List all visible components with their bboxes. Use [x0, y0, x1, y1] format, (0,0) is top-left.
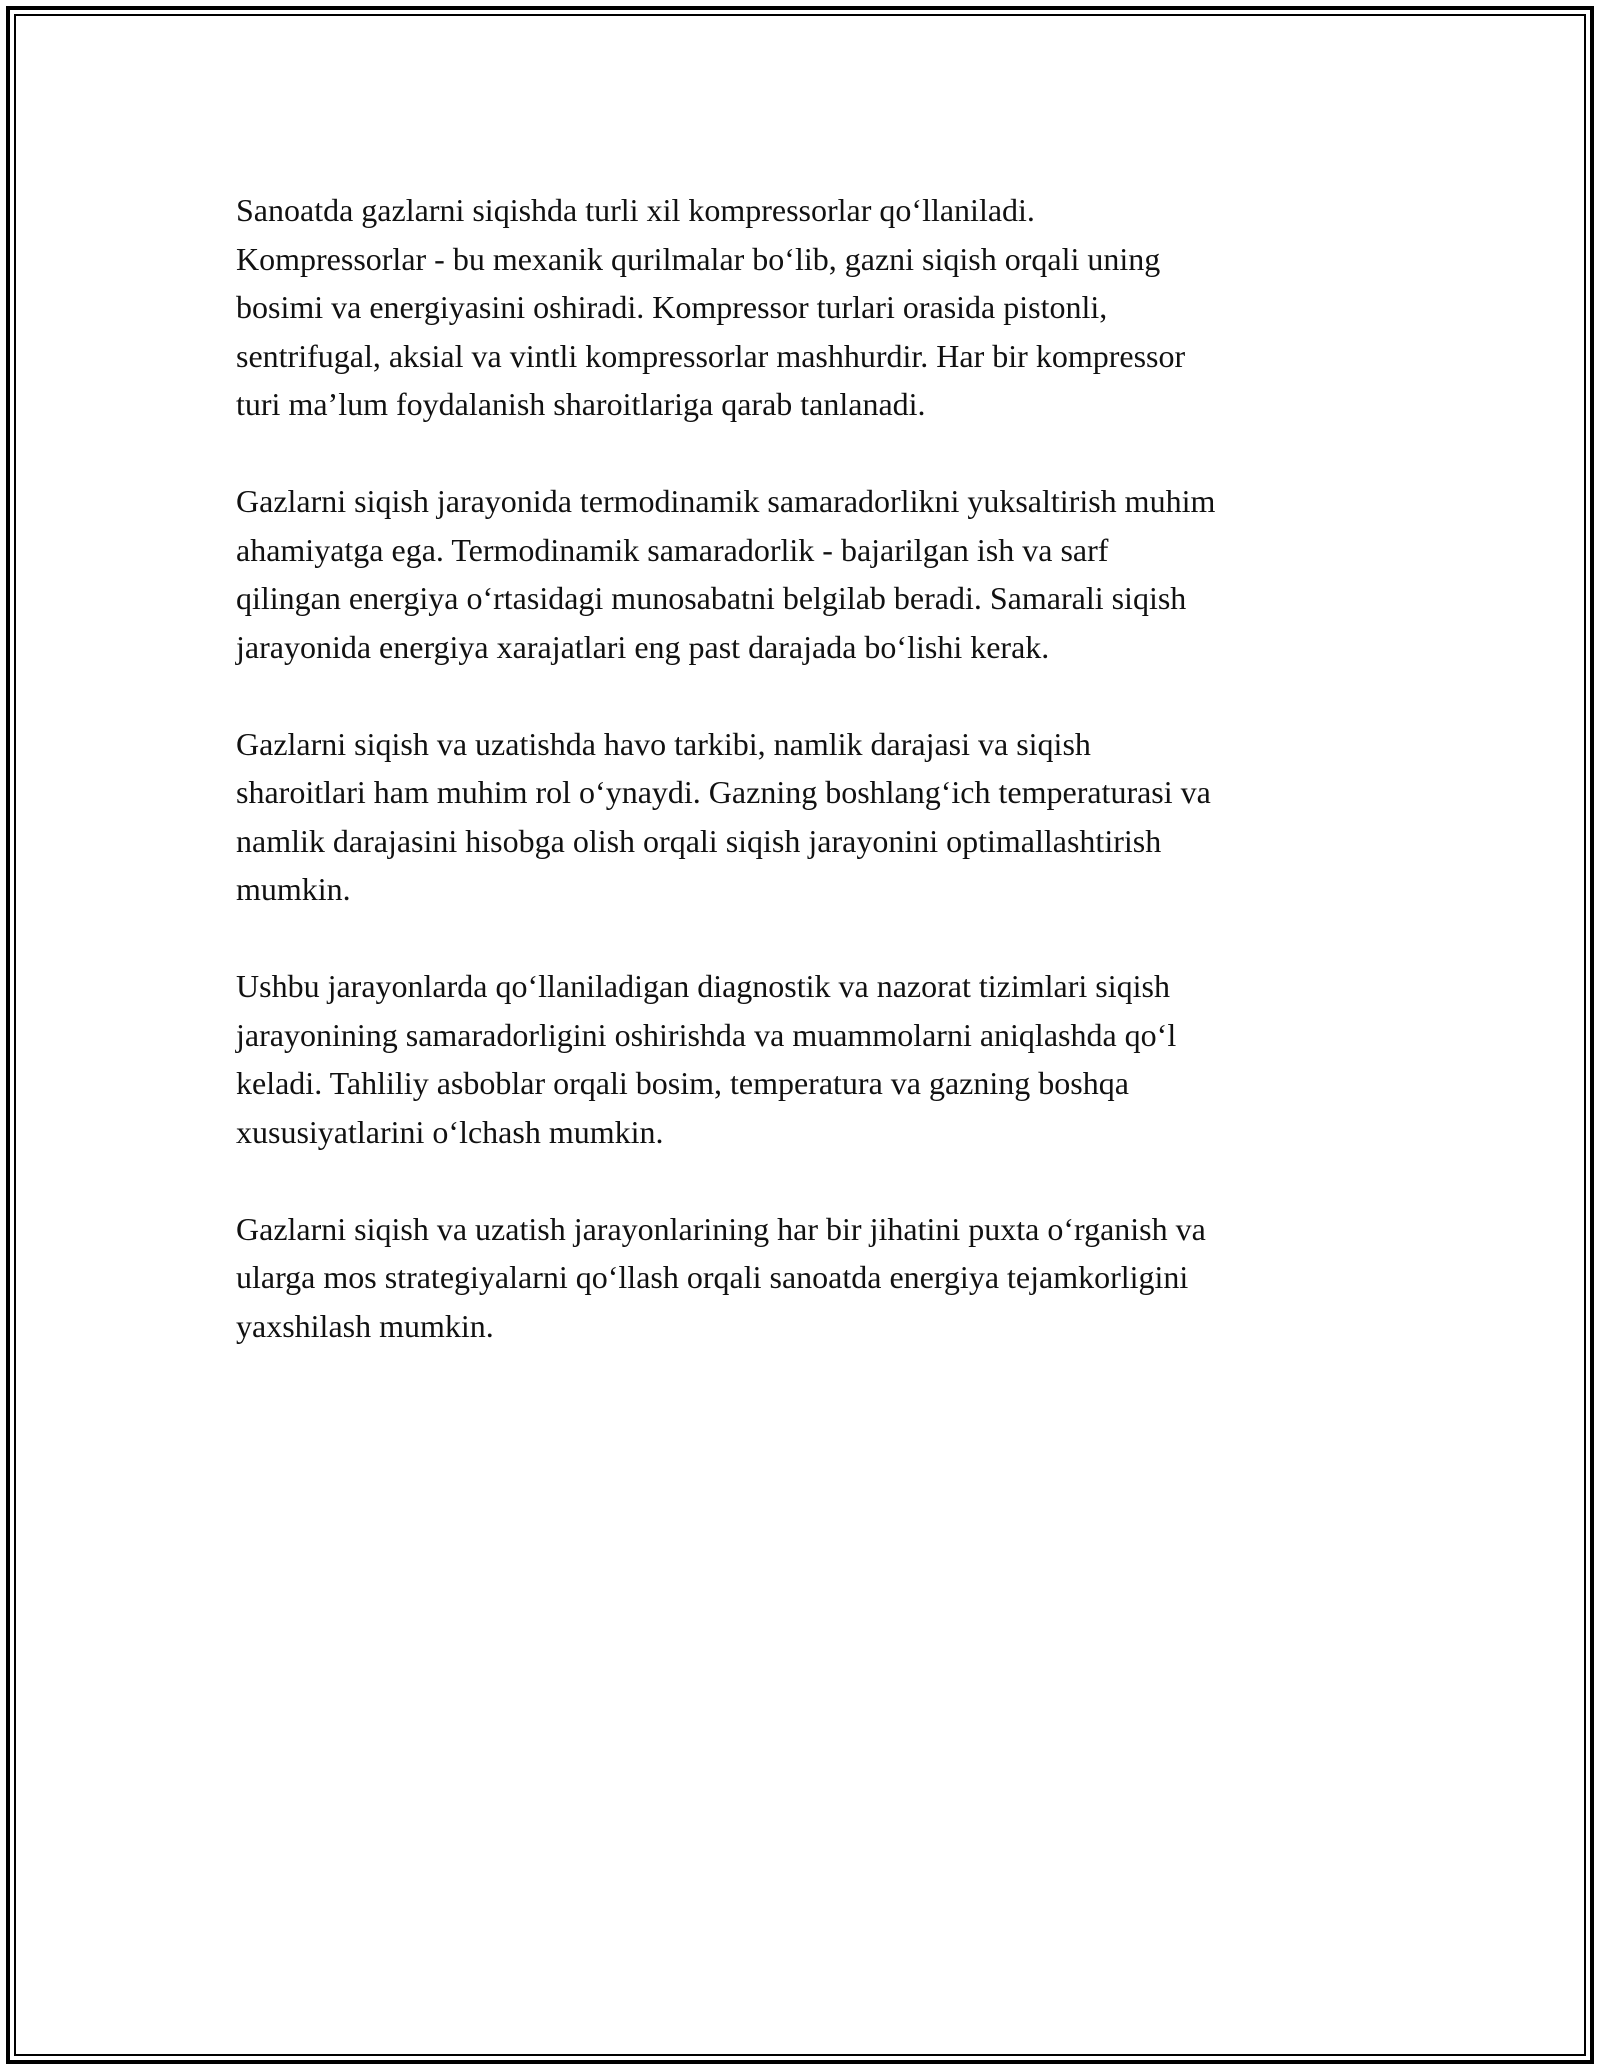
text-line: Kompressorlar - bu mexanik qurilmalar bo‘lib, gazni siqish orqali uning — [236, 240, 1161, 277]
text-line: Sanoatda gazlarni siqishda turli xil kompressorlar qo‘llaniladi. — [236, 192, 1035, 228]
text-line: mumkin. — [236, 871, 351, 907]
text-line: xususiyatlarini o‘lchash mumkin. — [236, 1113, 664, 1150]
text-line: Gazlarni siqish va uzatish jarayonlarining har bir jihatini puxta o‘rganish va — [236, 1210, 1206, 1247]
paragraph-2 — [236, 477, 1366, 671]
text-line: namlik darajasini hisobga olish orqali siqish jarayonini optimallashtirish — [236, 822, 1162, 859]
paragraph-3 — [236, 720, 1366, 914]
text-line: sentrifugal, aksial va vintli kompressorlar mashhurdir. Har bir kompressor — [236, 337, 1186, 374]
text-line: bosimi va energiyasini oshiradi. Kompressor turlari orasida pistonli, — [236, 289, 1108, 325]
text-line: ahamiyatga ega. Termodinamik samaradorlik - bajarilgan ish va sarf — [236, 531, 1109, 568]
text-line: Gazlarni siqish va uzatishda havo tarkibi, namlik darajasi va siqish — [236, 725, 1091, 762]
text-line: jarayonida energiya xarajatlari eng past darajada bo‘lishi kerak. — [236, 628, 1050, 665]
text-line: yaxshilash mumkin. — [236, 1307, 494, 1344]
text-line: turi ma’lum foydalanish sharoitlariga qarab tanlanadi. — [236, 386, 926, 422]
text-line: Gazlarni siqish jarayonida termodinamik samaradorlikni yuksaltirish muhim — [236, 483, 1216, 519]
paragraph-1 — [236, 186, 1366, 429]
document-body — [236, 186, 1366, 1399]
paragraph-4 — [236, 962, 1366, 1156]
text-line: ularga mos strategiyalarni qo‘llash orqali sanoatda energiya tejamkorligini — [236, 1259, 1189, 1295]
text-line: qilingan energiya o‘rtasidagi munosabatni belgilab beradi. Samarali siqish — [236, 580, 1187, 616]
text-line: Ushbu jarayonlarda qo‘llaniladigan diagnostik va nazorat tizimlari siqish — [236, 968, 1170, 1004]
text-line: sharoitlari ham muhim rol o‘ynaydi. Gazning boshlang‘ich temperaturasi va — [236, 774, 1211, 810]
text-line: jarayonining samaradorligini oshirishda va muammolarni aniqlashda qo‘l — [236, 1016, 1177, 1053]
text-line: keladi. Tahliliy asboblar orqali bosim, temperatura va gazning boshqa — [236, 1065, 1129, 1101]
paragraph-5 — [236, 1205, 1366, 1351]
